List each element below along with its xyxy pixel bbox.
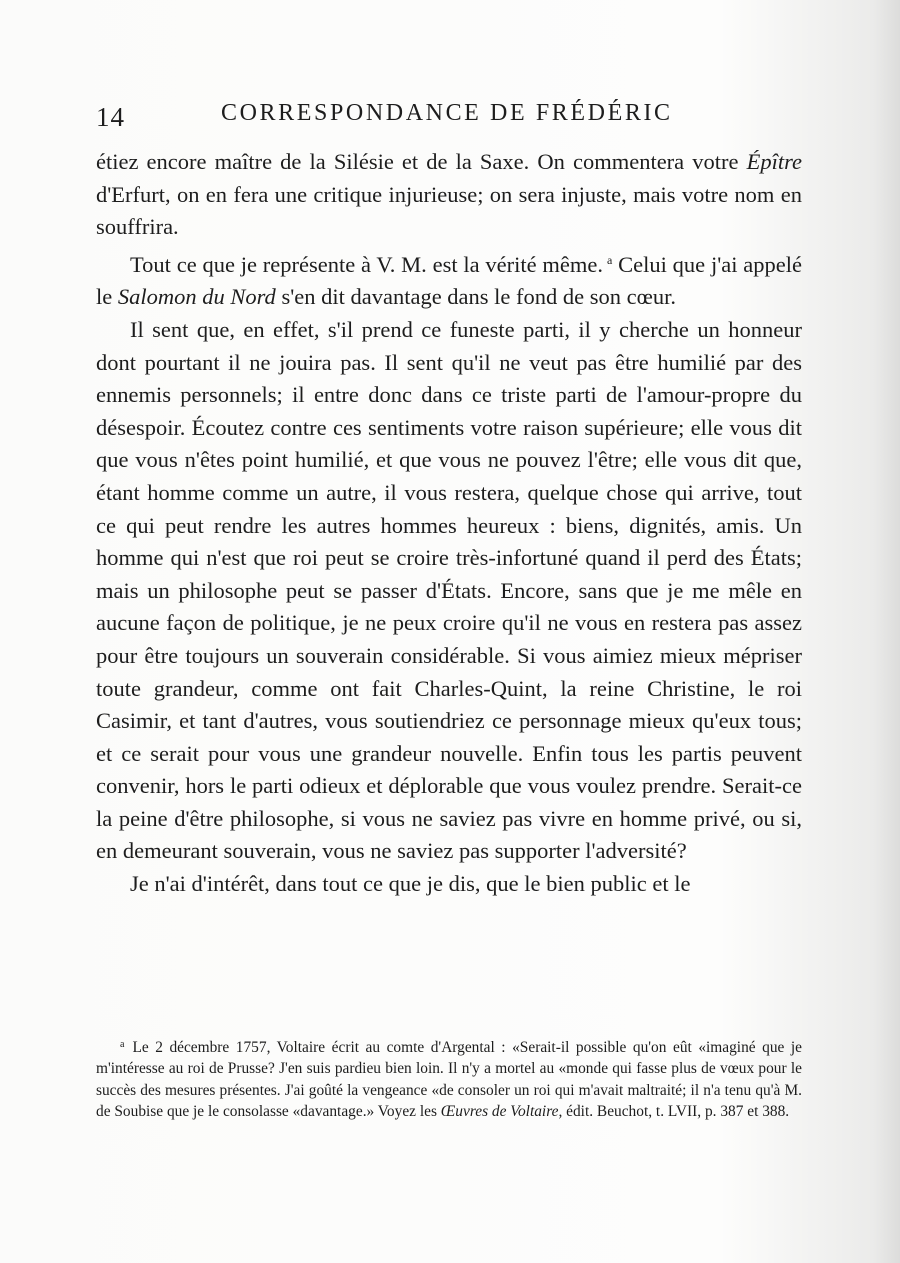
page-number: 14 xyxy=(96,102,125,132)
paragraph-3: Il sent que, en effet, s'il prend ce funeste parti, il y cherche un honneur dont pourtant il ne jouira pas. Il sent qu'il ne veut pas être humilié par des ennemis personnels; il entre donc dans ce triste parti de l'amour-propre du désespoir. Écoutez contre ces sentiments votre raison supérieure; elle vous dit que vous n'êtes point humilié, et que vous ne pouvez l'être; elle vous dit que, étant homme comme un autre, il vous restera, quelque chose qui arrive, tout ce qui peut rendre les autres hommes heureux : biens, dignités, amis. Un homme qui n'est que roi peut se croire très-infortuné quand il perd des États; mais un philosophe peut se passer d'États. Encore, sans que je me mêle en aucune façon de politique, je ne peux croire qu'il ne vous en restera pas assez pour être toujours un souverain considérable. Si vous aimiez mieux mépriser toute grandeur, comme ont fait Charles-Quint, la reine Christine, le roi Casimir, et tant d'autres, vous soutiendriez ce personnage mieux qu'eux tous; et ce serait pour vous une grandeur nouvelle. Enfin tous les partis peuvent convenir, hors le parti odieux et déplorable que vous voulez prendre. Serait-ce la peine d'être philosophe, si vous ne saviez pas vivre en homme privé, ou si, en demeurant souverain, vous ne saviez pas supporter l'adversité? xyxy=(96,316,802,864)
main-text xyxy=(96,146,802,901)
footnote: $^a$ Le 2 décembre 1757, Voltaire écrit au comte d'Argental : «Serait-il possible qu'on eût «imaginé que je m'intéresse au roi de Prusse? J'en suis pardieu bien loin. Il n'y a mortel au «monde qui fasse plus de vœux pour le succès des mesures présentes. J'ai goûté la vengeance «de consoler un roi qui m'avait maltraité; il n'a tenu qu'à M. de Soubise que je le consolasse «davantage.» Voyez les Œuvres de Voltaire, édit. Beuchot, t. LVII, p. 387 et 388. xyxy=(96,1039,802,1121)
italic-salomon-du-nord: Salomon du Nord xyxy=(117,284,276,310)
italic-oeuvres-de-voltaire: Œuvres de Voltaire, xyxy=(440,1103,563,1121)
italic-title-epitre: Épître xyxy=(746,149,802,174)
footnote-label: a xyxy=(120,1039,125,1050)
paragraph-2: Tout ce que je représente à V. M. est la vérité même. $^a$ Celui que j'ai appelé le Salomon du Nord s'en dit davantage dans le fond de son cœur. xyxy=(96,251,802,310)
page-header xyxy=(96,100,802,140)
paragraph-1: étiez encore maître de la Silésie et de la Saxe. On commentera votre Épître d'Erfurt, on en fera une critique injurieuse; on sera injuste, mais votre nom en souffrira. xyxy=(96,149,802,240)
paragraph-4: Je n'ai d'intérêt, dans tout ce que je dis, que le bien public et le xyxy=(130,871,691,897)
running-title: CORRESPONDANCE DE FRÉDÉRIC xyxy=(221,100,673,126)
footnote-reference: a xyxy=(607,252,613,267)
